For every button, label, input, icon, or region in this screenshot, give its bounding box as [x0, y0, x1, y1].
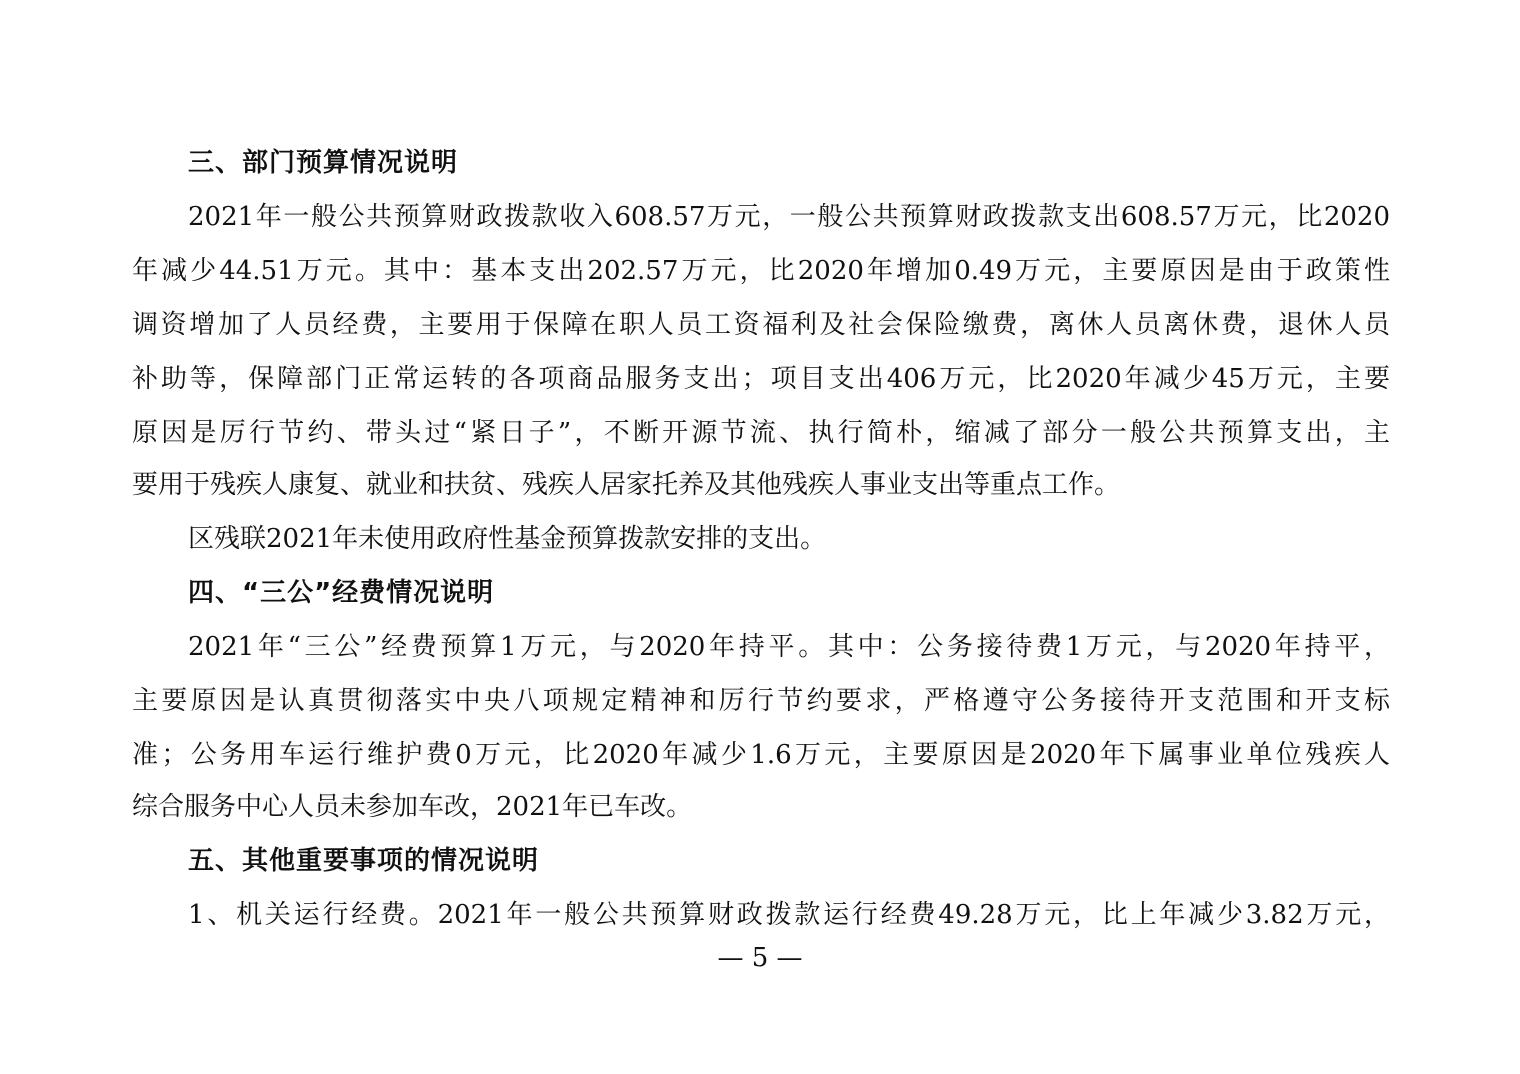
section-3-para1-line2: 年减少44.51万元。其中：基本支出202.57万元，比2020年增加0.49万元，主要原因是由于政策性 — [132, 256, 1390, 286]
section-4-heading: 四、“三公”经费情况说明 — [188, 578, 495, 608]
section-5-heading: 五、其他重要事项的情况说明 — [188, 846, 540, 876]
section-4-para1-line4: 综合服务中心人员未参加车改，2021年已车改。 — [132, 792, 693, 822]
section-3-para1-line5: 原因是厉行节约、带头过“紧日子”，不断开源节流、执行简朴，缩减了部分一般公共预算支出，主 — [132, 418, 1390, 448]
section-4-para1-line1: 2021年“三公”经费预算1万元，与2020年持平。其中：公务接待费1万元，与2020年持平， — [188, 632, 1390, 662]
section-3-para1-line3: 调资增加了人员经费，主要用于保障在职人员工资福利及社会保险缴费，离休人员离休费，退休人员 — [132, 310, 1390, 340]
section-3-para1-line6: 要用于残疾人康复、就业和扶贫、残疾人居家托养及其他残疾人事业支出等重点工作。 — [132, 470, 1121, 500]
section-4-para1-line2: 主要原因是认真贯彻落实中央八项规定精神和厉行节约要求，严格遵守公务接待开支范围和开支标 — [132, 686, 1390, 716]
section-3-para1-line4: 补助等，保障部门正常运转的各项商品服务支出；项目支出406万元，比2020年减少45万元，主要 — [132, 364, 1390, 394]
section-5-para1-line1: 1、机关运行经费。2021年一般公共预算财政拨款运行经费49.28万元，比上年减少3.82万元， — [188, 900, 1390, 930]
page-number: — 5 — — [717, 943, 803, 973]
section-3-para1-line1: 2021年一般公共预算财政拨款收入608.57万元，一般公共预算财政拨款支出608.57万元，比2020 — [188, 202, 1390, 232]
section-4-para1-line3: 准；公务用车运行维护费0万元，比2020年减少1.6万元，主要原因是2020年下属事业单位残疾人 — [132, 740, 1390, 770]
section-3-para2: 区残联2021年未使用政府性基金预算拨款安排的支出。 — [188, 524, 827, 554]
section-3-heading: 三、部门预算情况说明 — [188, 148, 459, 178]
